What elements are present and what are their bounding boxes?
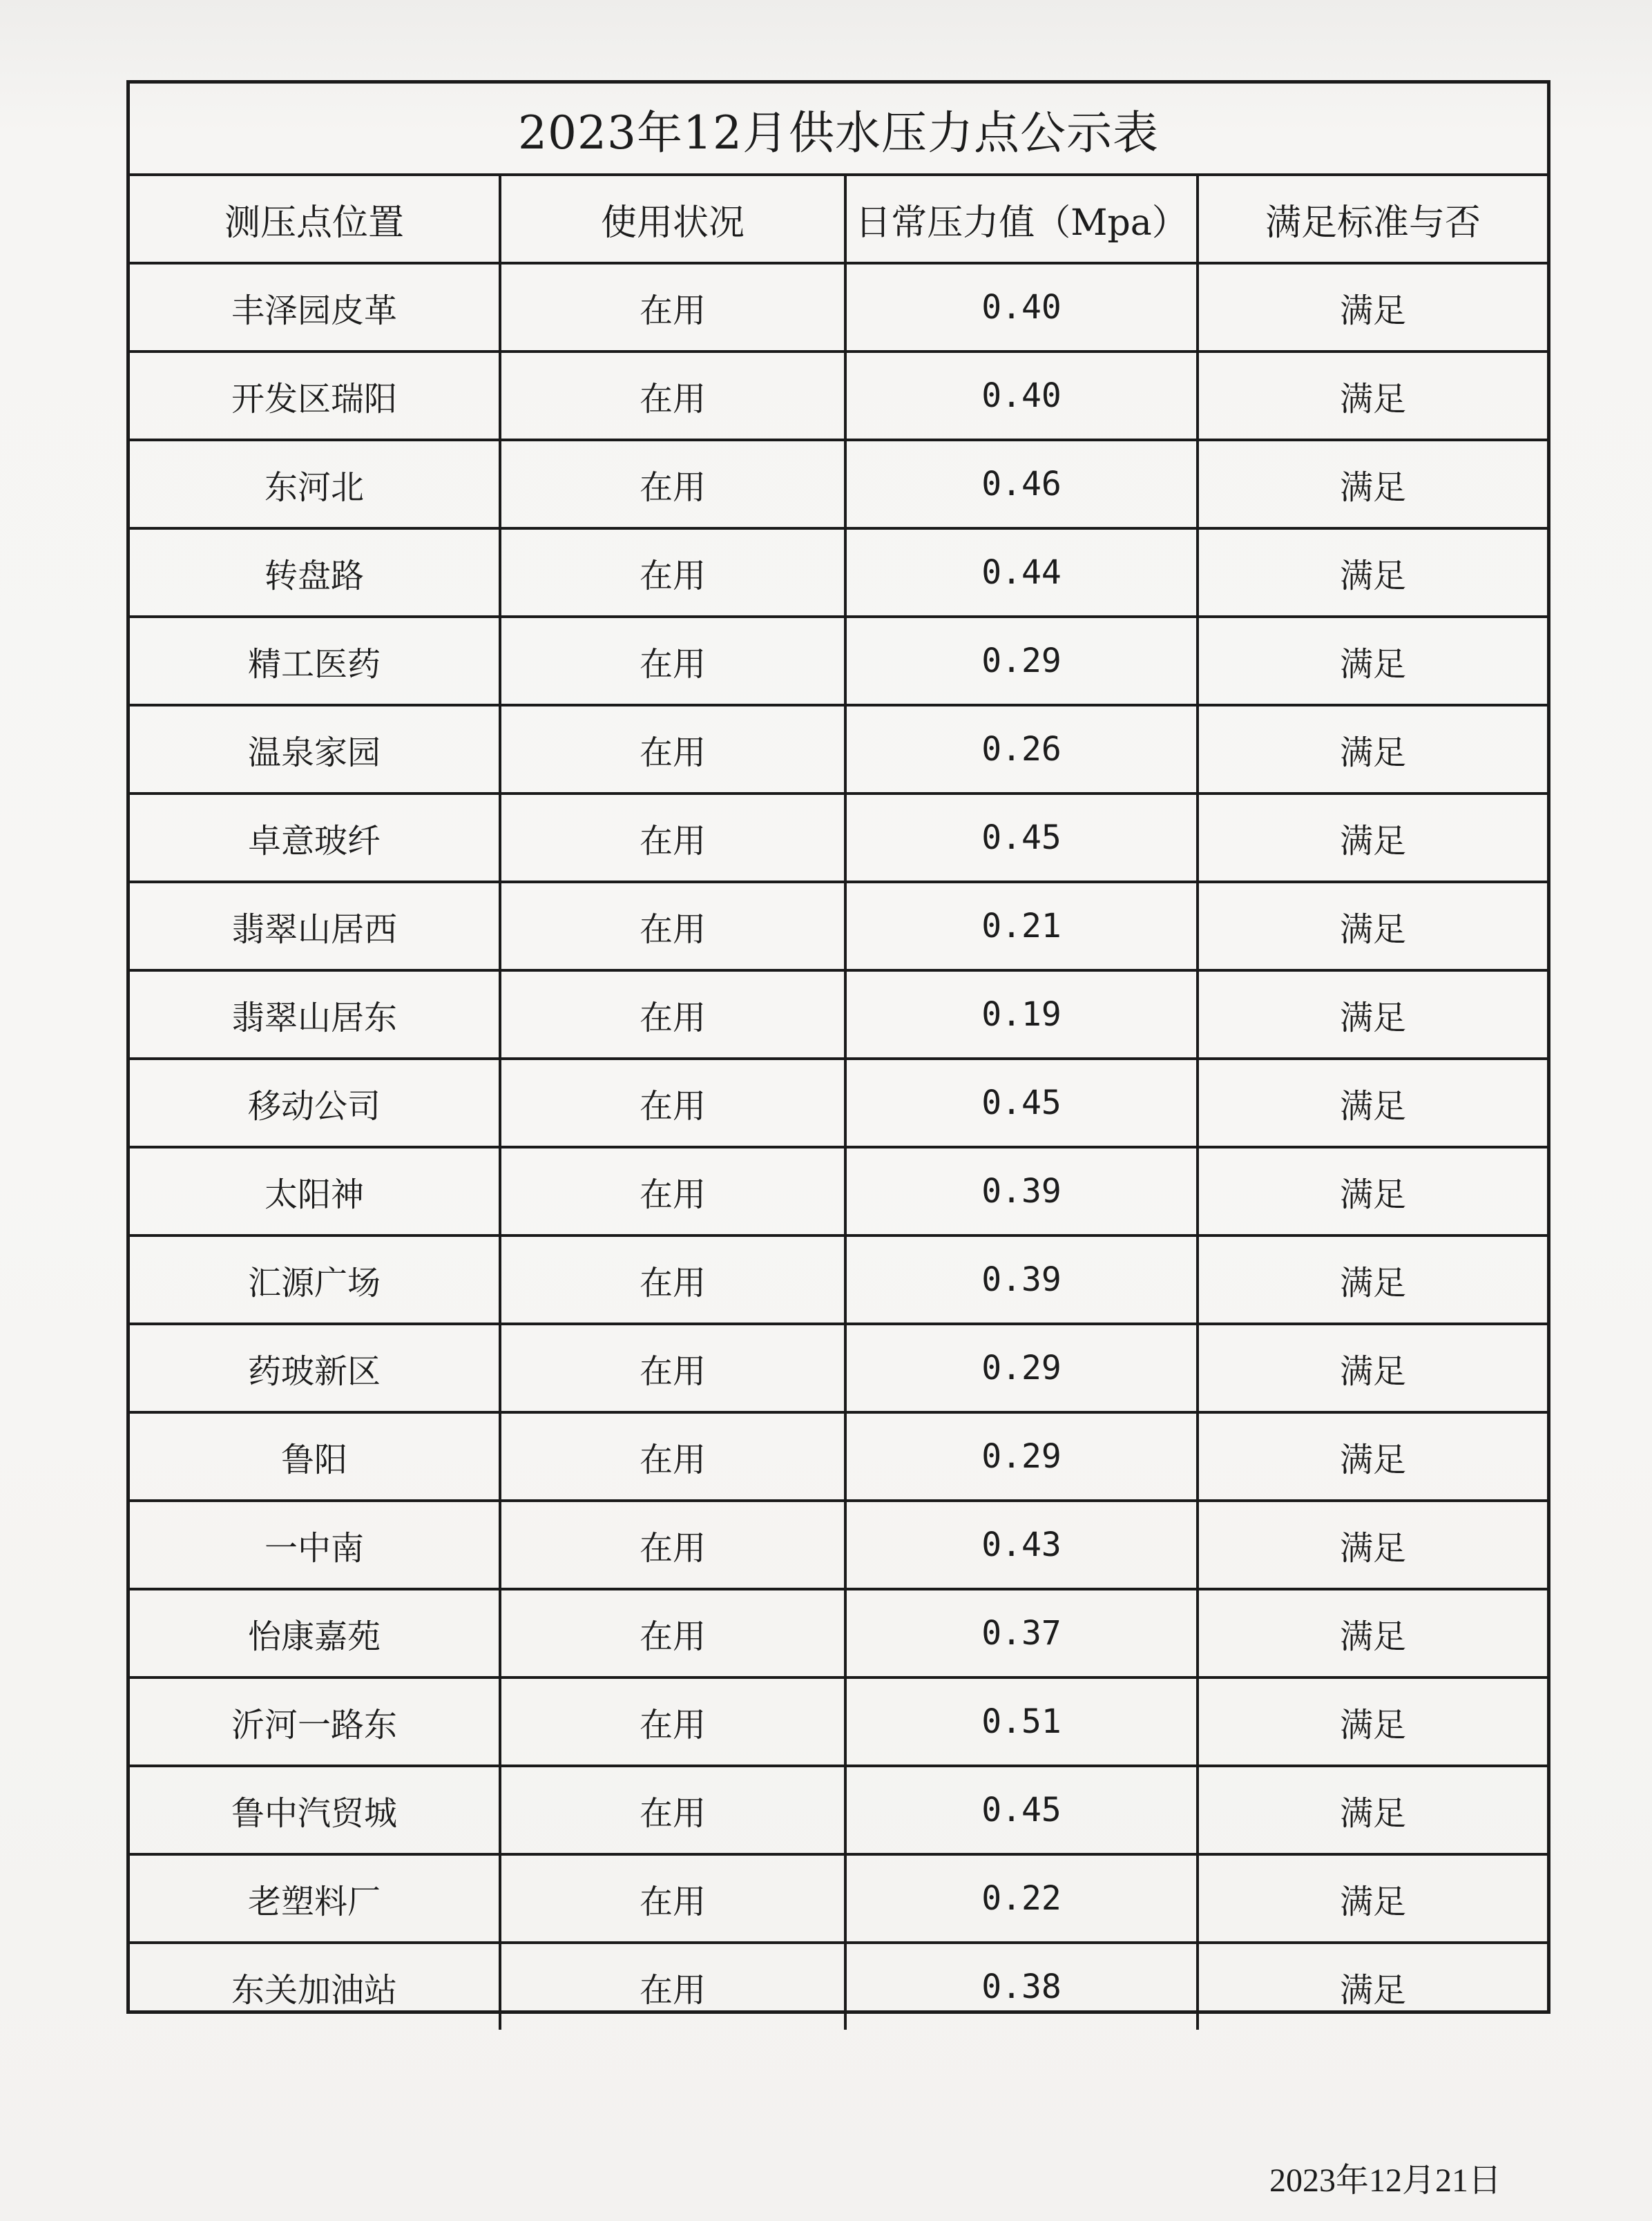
cell-status: 在用	[500, 617, 845, 705]
header-meets-standard: 满足标准与否	[1198, 175, 1547, 263]
table-row	[130, 970, 1547, 1059]
table-row	[130, 1766, 1547, 1854]
cell-status: 在用	[500, 970, 845, 1059]
cell-meets-standard: 满足	[1198, 440, 1547, 528]
cell-status: 在用	[500, 1412, 845, 1501]
table-row	[130, 1147, 1547, 1236]
table-title: 2023年12月供水压力点公示表	[130, 84, 1547, 175]
cell-location: 太阳神	[130, 1147, 500, 1236]
pressure-table	[130, 84, 1547, 2030]
cell-status: 在用	[500, 1147, 845, 1236]
table-row	[130, 440, 1547, 528]
table-row	[130, 1412, 1547, 1501]
header-status: 使用状况	[500, 175, 845, 263]
cell-pressure: 0.29	[845, 617, 1198, 705]
cell-pressure: 0.43	[845, 1501, 1198, 1589]
cell-location: 温泉家园	[130, 705, 500, 794]
cell-meets-standard: 满足	[1198, 882, 1547, 970]
cell-meets-standard: 满足	[1198, 1147, 1547, 1236]
cell-location: 怡康嘉苑	[130, 1589, 500, 1677]
cell-meets-standard: 满足	[1198, 1412, 1547, 1501]
cell-pressure: 0.19	[845, 970, 1198, 1059]
table-row	[130, 882, 1547, 970]
cell-location: 汇源广场	[130, 1236, 500, 1324]
table-row	[130, 705, 1547, 794]
table-row	[130, 1236, 1547, 1324]
table-row	[130, 528, 1547, 617]
cell-meets-standard: 满足	[1198, 970, 1547, 1059]
cell-status: 在用	[500, 1589, 845, 1677]
cell-pressure: 0.39	[845, 1147, 1198, 1236]
cell-meets-standard: 满足	[1198, 1236, 1547, 1324]
cell-status: 在用	[500, 1854, 845, 1943]
cell-pressure: 0.38	[845, 1943, 1198, 2030]
cell-meets-standard: 满足	[1198, 263, 1547, 352]
cell-location: 药玻新区	[130, 1324, 500, 1412]
cell-location: 转盘路	[130, 528, 500, 617]
table-row	[130, 263, 1547, 352]
table-row	[130, 352, 1547, 440]
cell-pressure: 0.22	[845, 1854, 1198, 1943]
cell-meets-standard: 满足	[1198, 1059, 1547, 1147]
cell-location: 丰泽园皮革	[130, 263, 500, 352]
table-row	[130, 794, 1547, 882]
cell-status: 在用	[500, 1677, 845, 1766]
cell-status: 在用	[500, 440, 845, 528]
cell-status: 在用	[500, 882, 845, 970]
cell-pressure: 0.21	[845, 882, 1198, 970]
cell-pressure: 0.26	[845, 705, 1198, 794]
cell-status: 在用	[500, 794, 845, 882]
cell-meets-standard: 满足	[1198, 1501, 1547, 1589]
cell-status: 在用	[500, 263, 845, 352]
table-row	[130, 1324, 1547, 1412]
cell-status: 在用	[500, 1324, 845, 1412]
cell-location: 老塑料厂	[130, 1854, 500, 1943]
cell-pressure: 0.39	[845, 1236, 1198, 1324]
cell-pressure: 0.29	[845, 1412, 1198, 1501]
cell-status: 在用	[500, 1059, 845, 1147]
header-location: 测压点位置	[130, 175, 500, 263]
header-row	[130, 175, 1547, 263]
cell-meets-standard: 满足	[1198, 1943, 1547, 2030]
cell-status: 在用	[500, 1236, 845, 1324]
cell-pressure: 0.51	[845, 1677, 1198, 1766]
cell-pressure: 0.45	[845, 1766, 1198, 1854]
document-date: 2023年12月21日	[1269, 2162, 1501, 2199]
cell-location: 鲁中汽贸城	[130, 1766, 500, 1854]
cell-pressure: 0.46	[845, 440, 1198, 528]
cell-status: 在用	[500, 1501, 845, 1589]
cell-pressure: 0.37	[845, 1589, 1198, 1677]
table-row	[130, 1677, 1547, 1766]
cell-status: 在用	[500, 352, 845, 440]
table-row	[130, 617, 1547, 705]
title-row	[130, 84, 1547, 175]
cell-status: 在用	[500, 1943, 845, 2030]
cell-status: 在用	[500, 1766, 845, 1854]
table-row	[130, 1854, 1547, 1943]
table-row	[130, 1059, 1547, 1147]
cell-location: 一中南	[130, 1501, 500, 1589]
header-pressure: 日常压力值（Mpa）	[845, 175, 1198, 263]
cell-location: 东关加油站	[130, 1943, 500, 2030]
cell-meets-standard: 满足	[1198, 528, 1547, 617]
cell-meets-standard: 满足	[1198, 1324, 1547, 1412]
cell-pressure: 0.40	[845, 352, 1198, 440]
cell-location: 移动公司	[130, 1059, 500, 1147]
pressure-table-frame	[126, 80, 1550, 2014]
table-row	[130, 1589, 1547, 1677]
cell-meets-standard: 满足	[1198, 1589, 1547, 1677]
cell-meets-standard: 满足	[1198, 1677, 1547, 1766]
cell-location: 翡翠山居西	[130, 882, 500, 970]
cell-location: 开发区瑞阳	[130, 352, 500, 440]
cell-location: 精工医药	[130, 617, 500, 705]
cell-location: 东河北	[130, 440, 500, 528]
cell-location: 翡翠山居东	[130, 970, 500, 1059]
cell-pressure: 0.45	[845, 794, 1198, 882]
cell-pressure: 0.44	[845, 528, 1198, 617]
cell-location: 沂河一路东	[130, 1677, 500, 1766]
table-row	[130, 1943, 1547, 2030]
cell-meets-standard: 满足	[1198, 705, 1547, 794]
table-row	[130, 1501, 1547, 1589]
cell-location: 卓意玻纤	[130, 794, 500, 882]
cell-status: 在用	[500, 705, 845, 794]
cell-meets-standard: 满足	[1198, 352, 1547, 440]
cell-location: 鲁阳	[130, 1412, 500, 1501]
cell-meets-standard: 满足	[1198, 794, 1547, 882]
cell-meets-standard: 满足	[1198, 1854, 1547, 1943]
cell-pressure: 0.29	[845, 1324, 1198, 1412]
cell-meets-standard: 满足	[1198, 617, 1547, 705]
cell-meets-standard: 满足	[1198, 1766, 1547, 1854]
cell-status: 在用	[500, 528, 845, 617]
cell-pressure: 0.40	[845, 263, 1198, 352]
cell-pressure: 0.45	[845, 1059, 1198, 1147]
